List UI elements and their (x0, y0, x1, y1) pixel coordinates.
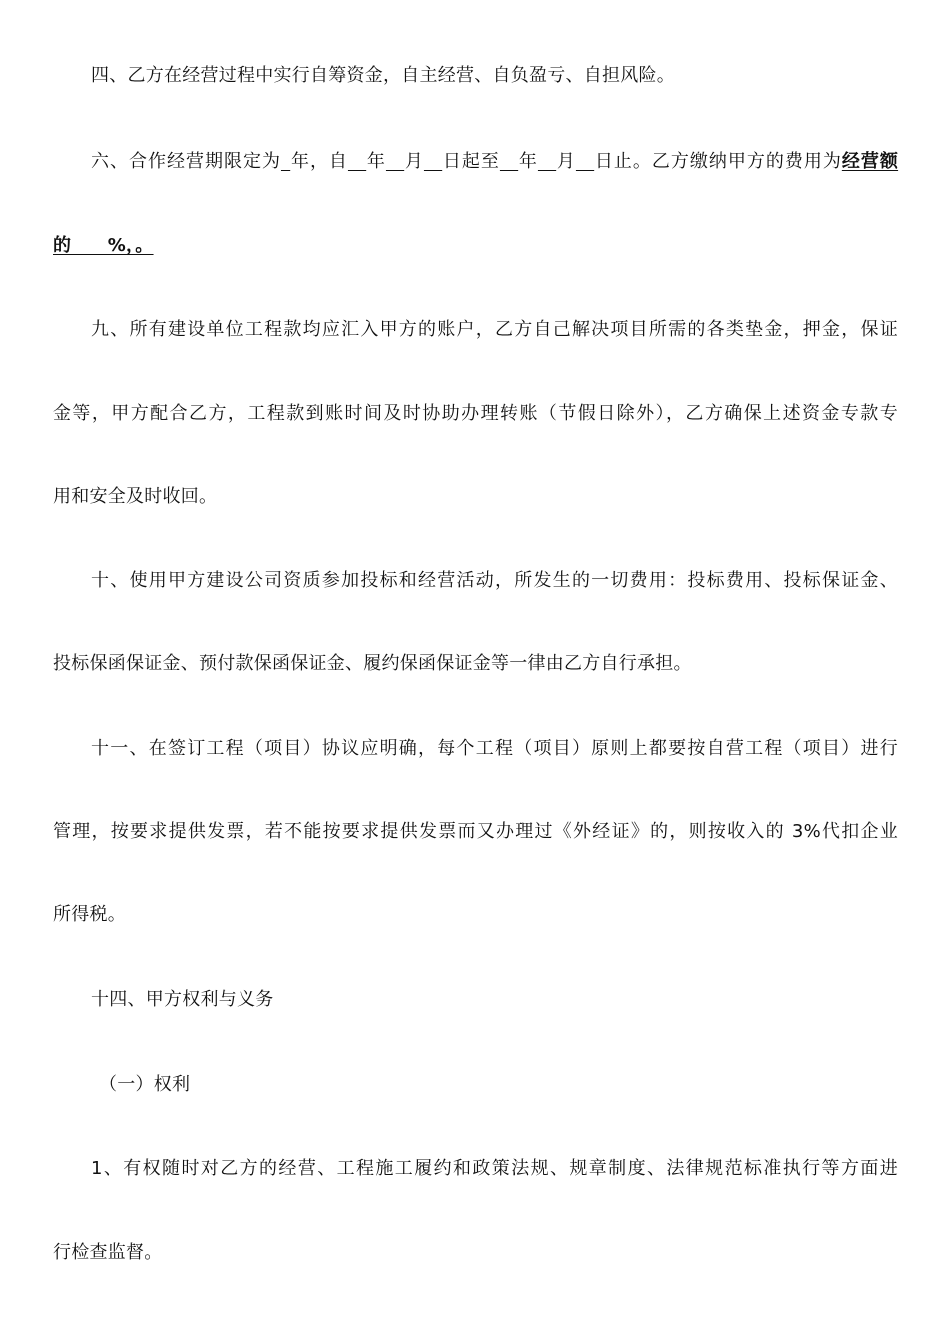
paragraph-4: 四、乙方在经营过程中实行自筹资金，自主经营、自负盈亏、自担风险。 (91, 65, 675, 86)
paragraph-9-line-2: 金等，甲方配合乙方，工程款到账时间及时协助办理转账（节假日除外），乙方确保上述资金专款专 (53, 403, 898, 424)
paragraph-6-line-2: 的 %，。 (53, 235, 154, 256)
blank-start-month (386, 151, 404, 172)
paragraph-9-line-3: 用和安全及时收回。 (53, 486, 218, 507)
p6-text-h: 日止。乙方缴纳甲方的费用为 (594, 151, 842, 172)
rights-item-1-line-1: 1、有权随时对乙方的经营、工程施工履约和政策法规、规章制度、法律规范标准执行等方面进 (91, 1158, 898, 1179)
rights-item-1-line-2: 行检查监督。 (53, 1242, 163, 1263)
paragraph-9-line-1: 九、所有建设单位工程款均应汇入甲方的账户，乙方自己解决项目所需的各类垫金，押金，保证 (91, 319, 898, 340)
blank-end-year (500, 151, 518, 172)
blank-start-day (424, 151, 442, 172)
paragraph-11-line-1: 十一、在签订工程（项目）协议应明确，每个工程（项目）原则上都要按自营工程（项目）进行 (91, 738, 898, 759)
section-14-subheading-rights: （一）权利 (99, 1074, 191, 1095)
p6-text-f: 年 (518, 151, 538, 172)
blank-start-year (348, 151, 366, 172)
blank-end-month (538, 151, 556, 172)
paragraph-10-line-1: 十、使用甲方建设公司资质参加投标和经营活动，所发生的一切费用：投标费用、投标保证金、 (91, 570, 898, 591)
paragraph-6-line-1 (91, 150, 898, 174)
p6-text-b: 年，自 (290, 151, 348, 172)
p6-text-c: 年 (366, 151, 386, 172)
p6-text-a: 六、合作经营期限定为 (91, 151, 281, 172)
p6-text-g: 月 (556, 151, 576, 172)
p6-text-e: 日起至 (442, 151, 500, 172)
blank-end-day (576, 151, 594, 172)
section-14-heading: 十四、甲方权利与义务 (91, 989, 274, 1010)
paragraph-11-line-3: 所得税。 (53, 904, 126, 925)
paragraph-10-line-2: 投标保函保证金、预付款保函保证金、履约保函保证金等一律由乙方自行承担。 (53, 653, 692, 674)
blank-years (281, 151, 290, 172)
p6-bold-text: 经营额 (841, 151, 899, 172)
paragraph-11-line-2: 管理，按要求提供发票，若不能按要求提供发票而又办理过《外经证》的，则按收入的 3%代扣企业 (53, 821, 898, 842)
p6-text-d: 月 (404, 151, 424, 172)
